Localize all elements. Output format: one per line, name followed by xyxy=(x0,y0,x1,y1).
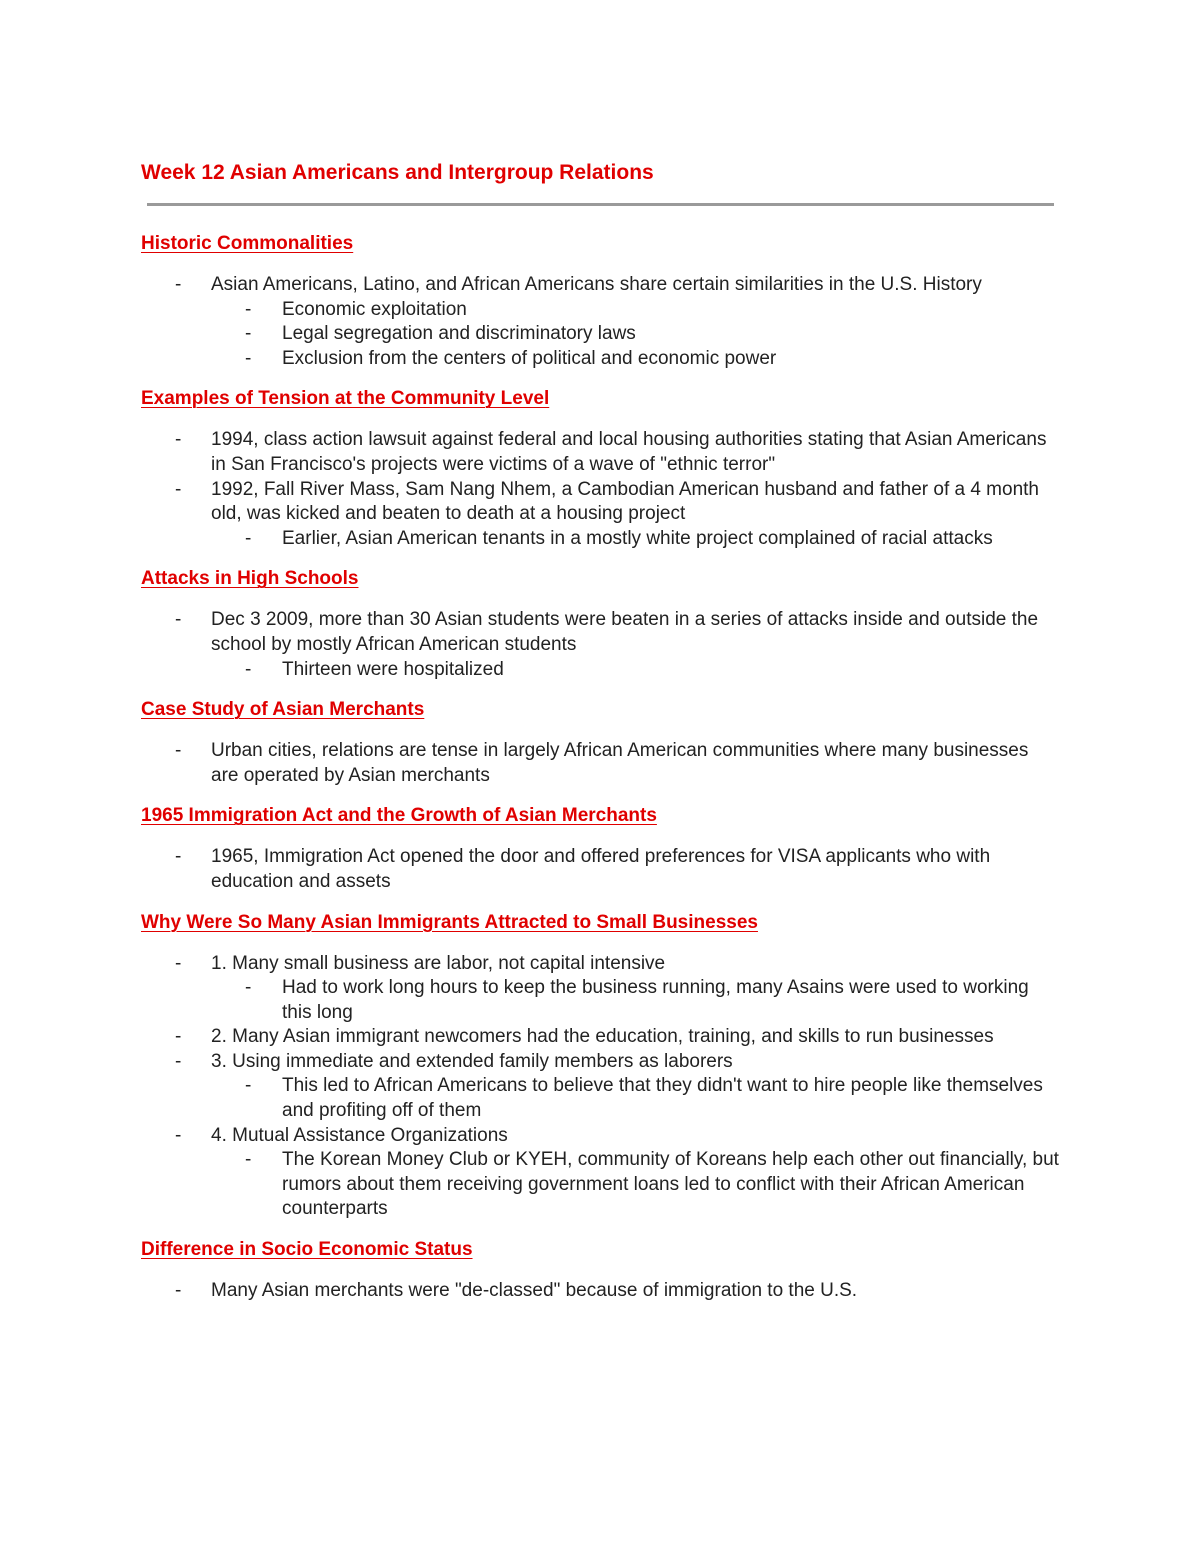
sub-bullet-list xyxy=(211,658,1061,683)
section-heading: Historic Commonalities xyxy=(141,233,354,254)
sub-bullet-list xyxy=(211,527,1061,552)
list-item xyxy=(141,478,1061,552)
sub-list-item xyxy=(211,347,1061,372)
bullet-list xyxy=(141,1279,1061,1304)
list-item xyxy=(141,1124,1061,1222)
dash-bullet-icon: - xyxy=(175,952,182,974)
bullet-list xyxy=(141,273,1061,371)
sub-list-item-text: Earlier, Asian American tenants in a mostly white project complained of racial attacks xyxy=(282,527,993,549)
list-item xyxy=(141,1279,1061,1304)
list-item xyxy=(141,1025,1061,1050)
sub-list-item-text: Thirteen were hospitalized xyxy=(282,658,504,680)
dash-bullet-icon: - xyxy=(175,274,182,295)
sub-bullet-list xyxy=(211,1148,1061,1222)
dash-bullet-icon: - xyxy=(245,527,252,549)
section-heading: 1965 Immigration Act and the Growth of Asian Merchants xyxy=(141,805,657,827)
list-item-text: 1965, Immigration Act opened the door and offered preferences for VISA applicants who with education and assets xyxy=(211,846,991,892)
bullet-list xyxy=(141,428,1061,551)
dash-bullet-icon: - xyxy=(175,1050,182,1072)
document-title: Week 12 Asian Americans and Intergroup Relations xyxy=(141,161,654,184)
sub-list-item-text: Economic exploitation xyxy=(282,298,467,320)
dash-bullet-icon: - xyxy=(245,977,252,999)
title-divider xyxy=(147,203,1054,206)
sub-list-item-text: Legal segregation and discriminatory laws xyxy=(282,323,636,345)
sub-list-item-text: This led to African Americans to believe that they didn't want to hire people like themselves and profiting off of them xyxy=(282,1075,1043,1122)
sub-list-item xyxy=(211,658,1061,683)
section-heading: Case Study of Asian Merchants xyxy=(141,699,425,721)
dash-bullet-icon: - xyxy=(245,1075,252,1097)
dash-bullet-icon: - xyxy=(175,1026,182,1048)
section-heading: Why Were So Many Asian Immigrants Attracted to Small Businesses xyxy=(141,911,758,933)
dash-bullet-icon: - xyxy=(245,298,252,320)
sub-list-item xyxy=(211,298,1061,323)
section-heading: Difference in Socio Economic Status xyxy=(141,1239,473,1261)
list-item-text: 1992, Fall River Mass, Sam Nang Nhem, a Cambodian American husband and father of a 4 month old, was kicked and beaten to death at a housing project xyxy=(211,478,1039,525)
list-item-text: 1994, class action lawsuit against federal and local housing authorities stating that Asian Americans in San Francisco's projects were victims of a wave of "ethnic terror" xyxy=(211,429,1047,475)
list-item xyxy=(141,273,1061,371)
list-item-text: Urban cities, relations are tense in largely African American communities where many businesses are operated by Asian merchants xyxy=(211,740,1029,786)
sub-bullet-list xyxy=(211,298,1061,372)
bullet-list xyxy=(141,845,1061,894)
list-item-text: Many Asian merchants were "de-classed" because of immigration to the U.S. xyxy=(211,1280,858,1302)
dash-bullet-icon: - xyxy=(245,1149,252,1171)
list-item xyxy=(141,428,1061,477)
sub-list-item xyxy=(211,976,1061,1025)
dash-bullet-icon: - xyxy=(175,609,182,631)
sub-list-item-text: Exclusion from the centers of political and economic power xyxy=(282,347,777,369)
list-item xyxy=(141,608,1061,682)
dash-bullet-icon: - xyxy=(175,1280,182,1302)
bullet-list xyxy=(141,952,1061,1223)
list-item-text: Asian Americans, Latino, and African Americans share certain similarities in the U.S. History xyxy=(211,274,982,295)
section-heading: Attacks in High Schools xyxy=(141,568,359,590)
list-item xyxy=(141,739,1061,788)
sub-list-item xyxy=(211,1148,1061,1222)
list-item-text: Dec 3 2009, more than 30 Asian students were beaten in a series of attacks inside and outside the school by mostly African American students xyxy=(211,609,1039,655)
list-item-text: 4. Mutual Assistance Organizations xyxy=(211,1124,508,1146)
sub-list-item-text: Had to work long hours to keep the business running, many Asains were used to working this long xyxy=(282,977,1029,1023)
dash-bullet-icon: - xyxy=(175,846,182,868)
list-item-text: 1. Many small business are labor, not capital intensive xyxy=(211,952,666,974)
dash-bullet-icon: - xyxy=(245,658,252,680)
bullet-list xyxy=(141,608,1061,682)
sub-bullet-list xyxy=(211,1074,1061,1123)
sub-list-item xyxy=(211,1074,1061,1123)
dash-bullet-icon: - xyxy=(175,429,182,451)
list-item xyxy=(141,845,1061,894)
sub-list-item-text: The Korean Money Club or KYEH, community of Koreans help each other out financially, but rumors about them receiving government loans led to conflict with their African American counterparts xyxy=(282,1149,1059,1220)
dash-bullet-icon: - xyxy=(245,347,252,369)
sub-list-item xyxy=(211,322,1061,347)
list-item xyxy=(141,952,1061,1026)
dash-bullet-icon: - xyxy=(245,323,252,345)
sub-list-item xyxy=(211,527,1061,552)
bullet-list xyxy=(141,739,1061,788)
dash-bullet-icon: - xyxy=(175,740,182,762)
sub-bullet-list xyxy=(211,976,1061,1025)
list-item xyxy=(141,1050,1061,1124)
list-item-text: 3. Using immediate and extended family members as laborers xyxy=(211,1050,733,1072)
list-item-text: 2. Many Asian immigrant newcomers had the education, training, and skills to run businesses xyxy=(211,1026,994,1048)
document-body xyxy=(141,231,1061,1319)
dash-bullet-icon: - xyxy=(175,478,182,500)
section-heading: Examples of Tension at the Community Level xyxy=(141,388,550,410)
dash-bullet-icon: - xyxy=(175,1124,182,1146)
